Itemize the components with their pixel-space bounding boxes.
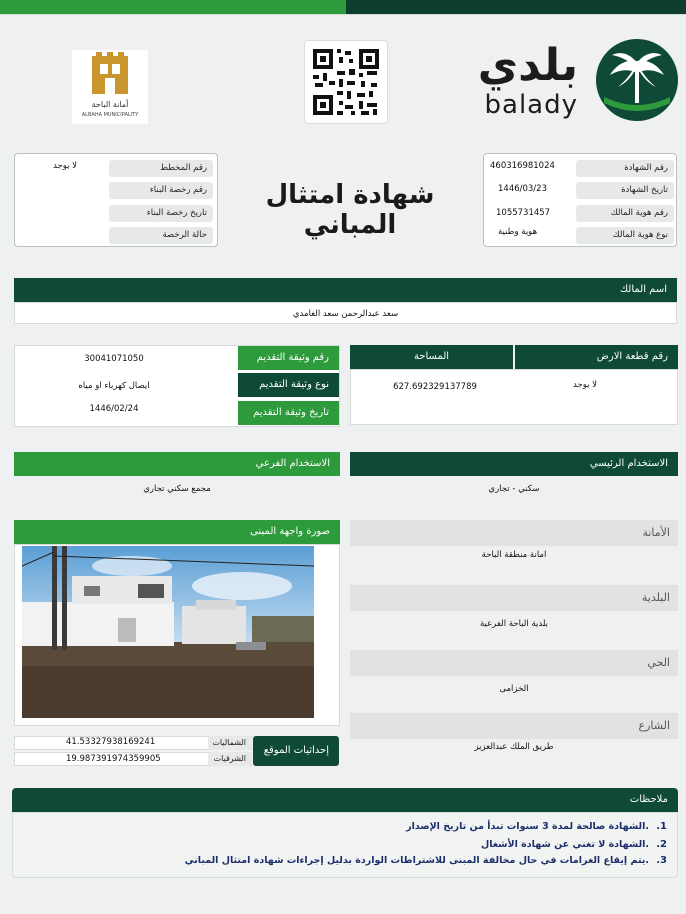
owner-id-type-value: هوية وطنية xyxy=(498,227,538,237)
plan-number-value: لا يوجد xyxy=(53,161,78,171)
main-usage-value: سكني - تجاري xyxy=(488,484,540,494)
notes-header: ملاحظات xyxy=(12,788,678,812)
building-facade-photo xyxy=(22,546,314,718)
east-value: 19.987391974359905 xyxy=(66,754,161,764)
street-header: الشارع xyxy=(350,713,678,739)
location-coordinates-header: إحداثيات الموقع xyxy=(253,736,339,766)
district-value: الخزامى xyxy=(499,684,529,694)
amana-header: الأمانة xyxy=(350,520,678,546)
north-value: 41.53327938169241 xyxy=(66,737,156,747)
albaha-municipality-logo xyxy=(72,50,148,124)
plan-number-label: رقم المخطط xyxy=(109,160,213,177)
page-title: شهادة امتثال المباني xyxy=(265,180,435,240)
parcel-values-box xyxy=(350,369,678,425)
area-value: 627.692329137789 xyxy=(393,382,477,392)
permit-date-label: تاريخ رخصة البناء xyxy=(109,205,213,222)
note-item: .3 يتم إيقاع الغرامات في حال مخالفة المبنى للاشتراطات الواردة بدليل إجراءات شهادة امتثال المباني. xyxy=(184,855,667,866)
district-header: الحي xyxy=(350,650,678,676)
certificate-number-label: رقم الشهادة xyxy=(576,160,674,177)
submission-doc-type-value: ايصال كهرباء او مياه xyxy=(78,381,150,391)
baladiya-header: البلدية xyxy=(350,585,678,611)
muni-logo-english: ALBAHA MUNICIPALITY xyxy=(81,112,139,118)
top-color-bar xyxy=(0,0,686,14)
area-header: المساحة xyxy=(350,345,513,369)
plan-info-box xyxy=(14,153,218,247)
sub-usage-header: الاستخدام الفرعي xyxy=(14,452,340,476)
qr-code[interactable] xyxy=(304,40,388,124)
permit-status-label: حالة الرخصة xyxy=(109,227,213,244)
amana-value: امانة منطقة الباحة xyxy=(481,550,547,560)
certificate-date-value: 1446/03/23 xyxy=(498,184,547,194)
parcel-number-value: لا يوجد xyxy=(572,380,598,390)
east-label: الشرقيات xyxy=(208,752,252,766)
north-label: الشماليات xyxy=(208,736,252,750)
submission-doc-type-label: نوع وثيقة التقديم xyxy=(238,373,339,397)
owner-name-value: سعد عبدالرحمن سعد الغامدي xyxy=(14,302,677,324)
balady-logo-arabic: بلدي xyxy=(477,40,578,91)
building-photo-header: صورة واجهة المبنى xyxy=(14,520,340,544)
sub-usage-value: مجمع سكني تجاري xyxy=(143,484,211,494)
header-divider xyxy=(0,14,686,15)
street-value: طريق الملك عبدالعزيز xyxy=(474,742,554,752)
submission-doc-date-value: 1446/02/24 xyxy=(89,404,139,414)
balady-logo xyxy=(438,36,678,120)
main-usage-header: الاستخدام الرئيسي xyxy=(350,452,678,476)
certificate-number-value: 460316981024 xyxy=(490,161,555,171)
certificate-info-box xyxy=(483,153,677,247)
palm-icon xyxy=(596,39,678,121)
certificate-date-label: تاريخ الشهادة xyxy=(576,182,674,199)
submission-doc-number-label: رقم وثيقة التقديم xyxy=(238,346,339,370)
baladiya-value: بلدية الباحة الفرعية xyxy=(479,619,549,629)
submission-doc-number-value: 30041071050 xyxy=(84,354,144,364)
submission-doc-date-label: تاريخ وثيقة التقديم xyxy=(238,401,339,425)
notes-list xyxy=(12,812,678,878)
permit-number-label: رقم رخصة البناء xyxy=(109,182,213,199)
muni-logo-arabic: أمانة الباحة xyxy=(91,100,129,109)
owner-id-value: 1055731457 xyxy=(496,208,551,218)
owner-id-type-label: نوع هوية المالك xyxy=(576,227,674,244)
parcel-number-header: رقم قطعة الارض xyxy=(515,345,678,369)
owner-name-header: اسم المالك xyxy=(14,278,677,302)
note-item: .1 الشهادة صالحة لمدة 3 سنوات تبدأ من تاريخ الإصدار. xyxy=(406,821,667,832)
note-item: .2 الشهادة لا تغني عن شهادة الأشغال. xyxy=(481,839,667,850)
owner-id-label: رقم هوية المالك xyxy=(576,205,674,222)
balady-logo-english: balady xyxy=(484,90,578,120)
